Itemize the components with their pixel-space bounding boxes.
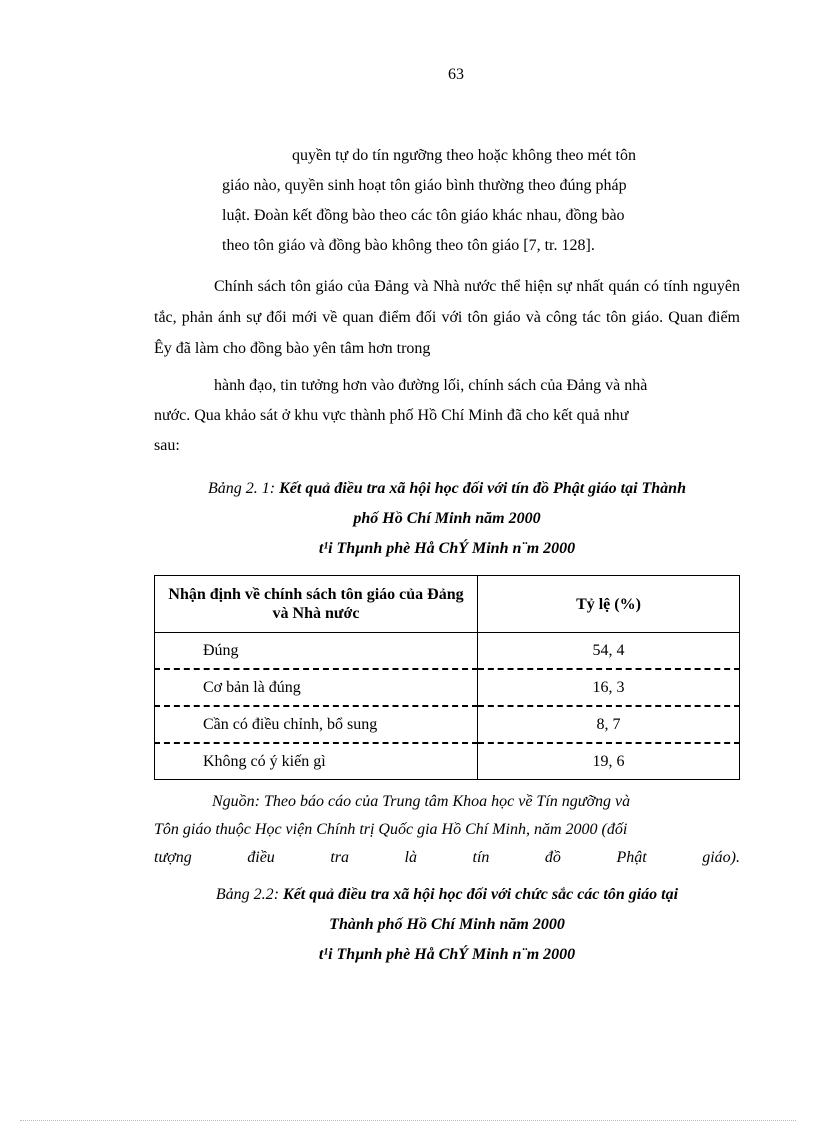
table-cell-value: 8, 7 (478, 706, 740, 743)
table-cell-label: Đúng (155, 633, 478, 670)
table-cell-value: 16, 3 (478, 669, 740, 706)
table-caption-1 (154, 474, 740, 564)
page-number: 63 (448, 66, 464, 83)
quote-line: theo tôn giáo và đồng bào không theo tôn giáo [7, tr. 128]. (222, 237, 595, 254)
table-row (155, 633, 740, 670)
table-header-row (155, 576, 740, 633)
table-cell-value: 19, 6 (478, 743, 740, 780)
caption-garbled-line: t¹i Thµnh phè Hå ChÝ Minh n¨m 2000 (318, 946, 576, 963)
source-note (154, 788, 740, 872)
table-cell-value: 54, 4 (478, 633, 740, 670)
paragraph-line: sau: (154, 437, 180, 454)
caption-title-line2: phố Hồ Chí Minh năm 2000 (353, 510, 541, 527)
table-row (155, 743, 740, 780)
quote-line: quyền tự do tín ngưỡng theo hoặc không theo mét tôn (292, 147, 636, 164)
caption-separator: : (269, 480, 280, 497)
paragraph-line: hành đạo, tin tưởng hơn vào đường lối, chính sách của Đảng và nhà (214, 377, 648, 394)
source-line: tượng điều tra là tín đồ Phật giáo). (154, 849, 740, 866)
table-header-cell: Nhận định về chính sách tôn giáo của Đảng và Nhà nước (155, 576, 478, 633)
caption-label: Bảng 2. 1 (208, 480, 270, 497)
table-caption-2 (154, 880, 740, 970)
body-paragraph: Chính sách tôn giáo của Đảng và Nhà nước thể hiện sự nhất quán có tính nguyên tắc, phản ánh sự đổi mới về quan điểm đối với tôn giáo và công tác tôn giáo. Quan điểm Êy đã làm cho đồng bào yên tâm hơn trong (154, 278, 740, 357)
caption-title-line2: Thành phố Hồ Chí Minh năm 2000 (329, 916, 565, 933)
caption-separator: : (273, 886, 284, 903)
source-line: Nguồn: Theo báo cáo của Trung tâm Khoa học về Tín ngưỡng và (212, 793, 631, 810)
table-header-cell: Tỷ lệ (%) (478, 576, 740, 633)
table-cell-label: Cơ bản là đúng (155, 669, 478, 706)
caption-title: Kết quả điều tra xã hội học đối với chức sắc các tôn giáo tại (283, 886, 679, 903)
quote-line: luật. Đoàn kết đồng bào theo các tôn giáo khác nhau, đồng bào (222, 207, 625, 224)
results-table (154, 575, 740, 780)
table-row (155, 669, 740, 706)
source-line: Tôn giáo thuộc Học viện Chính trị Quốc gia Hồ Chí Minh, năm 2000 (đối (154, 821, 628, 838)
caption-garbled-line: t¹i Thµnh phè Hå ChÝ Minh n¨m 2000 (318, 540, 576, 557)
table-cell-label: Không có ý kiến gì (155, 743, 478, 780)
block-quote (222, 141, 740, 261)
paragraph-line: nước. Qua khảo sát ở khu vực thành phố Hồ Chí Minh đã cho kết quả như (154, 407, 629, 424)
table-cell-label: Cần có điều chỉnh, bổ sung (155, 706, 478, 743)
page-bottom-divider (20, 1120, 796, 1121)
quote-line: giáo nào, quyền sinh hoạt tôn giáo bình thường theo đúng pháp (222, 177, 627, 194)
body-paragraph-continued (154, 371, 740, 461)
table-row (155, 706, 740, 743)
caption-title: Kết quả điều tra xã hội học đối với tín đồ Phật giáo tại Thành (279, 480, 686, 497)
caption-label: Bảng 2.2 (215, 886, 274, 903)
